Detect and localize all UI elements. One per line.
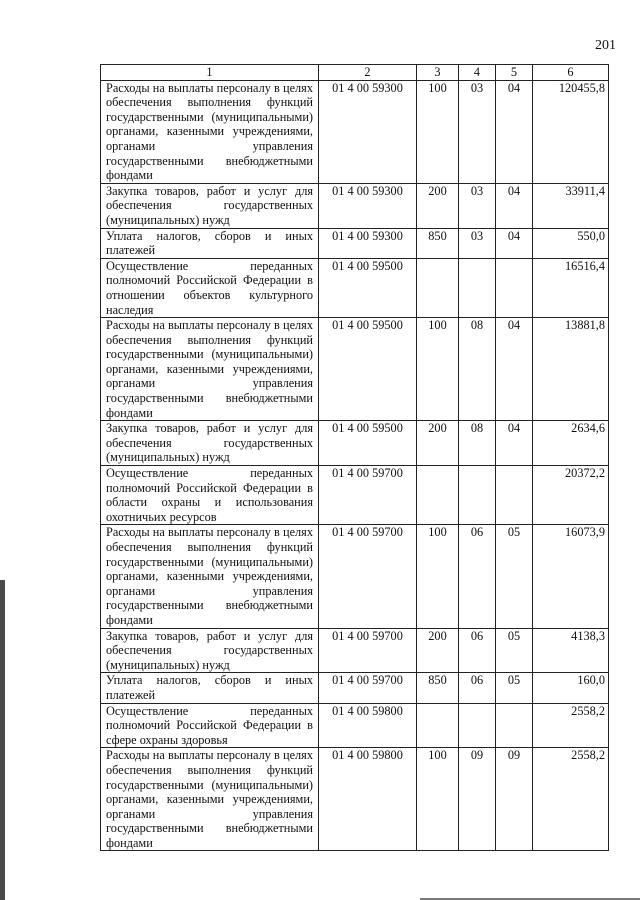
table-header-row — [101, 65, 609, 81]
table-row — [101, 628, 609, 673]
section-cell: 06 — [459, 628, 496, 673]
column-header-2: 2 — [319, 65, 417, 81]
subsection-cell — [496, 466, 533, 525]
amount-cell: 33911,4 — [533, 183, 609, 228]
expense-name-cell: Уплата налогов, сборов и иных платежей — [101, 673, 319, 703]
expense-name-cell: Закупка товаров, работ и услуг для обеспечения государственных (муниципальных) нужд — [101, 183, 319, 228]
subsection-cell — [496, 258, 533, 317]
expense-name-cell: Осуществление переданных полномочий Российской Федерации в сфере охраны здоровья — [101, 703, 319, 748]
target-article-cell: 01 4 00 59700 — [319, 525, 417, 628]
table-row — [101, 80, 609, 183]
expense-name-cell: Закупка товаров, работ и услуг для обеспечения государственных (муниципальных) нужд — [101, 421, 319, 466]
amount-cell: 2558,2 — [533, 748, 609, 851]
section-cell: 06 — [459, 673, 496, 703]
amount-cell: 4138,3 — [533, 628, 609, 673]
table-row — [101, 228, 609, 258]
column-header-1: 1 — [101, 65, 319, 81]
section-cell: 03 — [459, 228, 496, 258]
expense-name-cell: Уплата налогов, сборов и иных платежей — [101, 228, 319, 258]
target-article-cell: 01 4 00 59800 — [319, 703, 417, 748]
section-cell — [459, 466, 496, 525]
amount-cell: 20372,2 — [533, 466, 609, 525]
target-article-cell: 01 4 00 59300 — [319, 183, 417, 228]
target-article-cell: 01 4 00 59800 — [319, 748, 417, 851]
expense-type-cell: 200 — [417, 421, 459, 466]
table-row — [101, 466, 609, 525]
subsection-cell: 09 — [496, 748, 533, 851]
subsection-cell: 04 — [496, 183, 533, 228]
target-article-cell: 01 4 00 59700 — [319, 673, 417, 703]
expense-type-cell — [417, 466, 459, 525]
page-number: 201 — [595, 38, 616, 53]
section-cell: 09 — [459, 748, 496, 851]
target-article-cell: 01 4 00 59500 — [319, 421, 417, 466]
expense-name-cell: Расходы на выплаты персоналу в целях обеспечения выполнения функций государственными (муниципальными) органами, казенными учреждениями, органами управления государственными внебюджетными фондами — [101, 318, 319, 421]
expense-type-cell: 100 — [417, 525, 459, 628]
column-header-4: 4 — [459, 65, 496, 81]
expense-name-cell: Осуществление переданных полномочий Российской Федерации в отношении объектов культурного наследия — [101, 258, 319, 317]
expense-name-cell: Осуществление переданных полномочий Российской Федерации в области охраны и использования охотничьих ресурсов — [101, 466, 319, 525]
table-row — [101, 258, 609, 317]
column-header-3: 3 — [417, 65, 459, 81]
table-row — [101, 318, 609, 421]
section-cell: 06 — [459, 525, 496, 628]
expense-name-cell: Закупка товаров, работ и услуг для обеспечения государственных (муниципальных) нужд — [101, 628, 319, 673]
target-article-cell: 01 4 00 59500 — [319, 258, 417, 317]
table-row — [101, 673, 609, 703]
amount-cell: 160,0 — [533, 673, 609, 703]
table-row — [101, 525, 609, 628]
column-header-5: 5 — [496, 65, 533, 81]
target-article-cell: 01 4 00 59300 — [319, 228, 417, 258]
subsection-cell: 04 — [496, 228, 533, 258]
target-article-cell: 01 4 00 59700 — [319, 466, 417, 525]
table-row — [101, 421, 609, 466]
section-cell: 03 — [459, 183, 496, 228]
subsection-cell: 05 — [496, 525, 533, 628]
section-cell: 08 — [459, 318, 496, 421]
expense-name-cell: Расходы на выплаты персоналу в целях обеспечения выполнения функций государственными (муниципальными) органами, казенными учреждениями, органами управления государственными внебюджетными фондами — [101, 748, 319, 851]
amount-cell: 120455,8 — [533, 80, 609, 183]
expense-name-cell: Расходы на выплаты персоналу в целях обеспечения выполнения функций государственными (муниципальными) органами, казенными учреждениями, органами управления государственными внебюджетными фондами — [101, 525, 319, 628]
expense-type-cell: 850 — [417, 673, 459, 703]
expense-type-cell — [417, 258, 459, 317]
expense-type-cell: 850 — [417, 228, 459, 258]
subsection-cell — [496, 703, 533, 748]
subsection-cell: 05 — [496, 628, 533, 673]
amount-cell: 16516,4 — [533, 258, 609, 317]
amount-cell: 550,0 — [533, 228, 609, 258]
amount-cell: 13881,8 — [533, 318, 609, 421]
section-cell: 03 — [459, 80, 496, 183]
expense-type-cell — [417, 703, 459, 748]
amount-cell: 2634,6 — [533, 421, 609, 466]
expense-type-cell: 100 — [417, 80, 459, 183]
subsection-cell: 05 — [496, 673, 533, 703]
table-row — [101, 703, 609, 748]
scan-edge-shadow — [0, 580, 5, 900]
expense-name-cell: Расходы на выплаты персоналу в целях обеспечения выполнения функций государственными (муниципальными) органами, казенными учреждениями, органами управления государственными внебюджетными фондами — [101, 80, 319, 183]
section-cell — [459, 703, 496, 748]
column-header-6: 6 — [533, 65, 609, 81]
section-cell — [459, 258, 496, 317]
expense-type-cell: 200 — [417, 628, 459, 673]
table-row — [101, 183, 609, 228]
budget-table — [100, 64, 609, 851]
expense-type-cell: 200 — [417, 183, 459, 228]
section-cell: 08 — [459, 421, 496, 466]
expense-type-cell: 100 — [417, 318, 459, 421]
amount-cell: 16073,9 — [533, 525, 609, 628]
target-article-cell: 01 4 00 59500 — [319, 318, 417, 421]
target-article-cell: 01 4 00 59300 — [319, 80, 417, 183]
table-row — [101, 748, 609, 851]
subsection-cell: 04 — [496, 80, 533, 183]
subsection-cell: 04 — [496, 421, 533, 466]
target-article-cell: 01 4 00 59700 — [319, 628, 417, 673]
expense-type-cell: 100 — [417, 748, 459, 851]
subsection-cell: 04 — [496, 318, 533, 421]
amount-cell: 2558,2 — [533, 703, 609, 748]
